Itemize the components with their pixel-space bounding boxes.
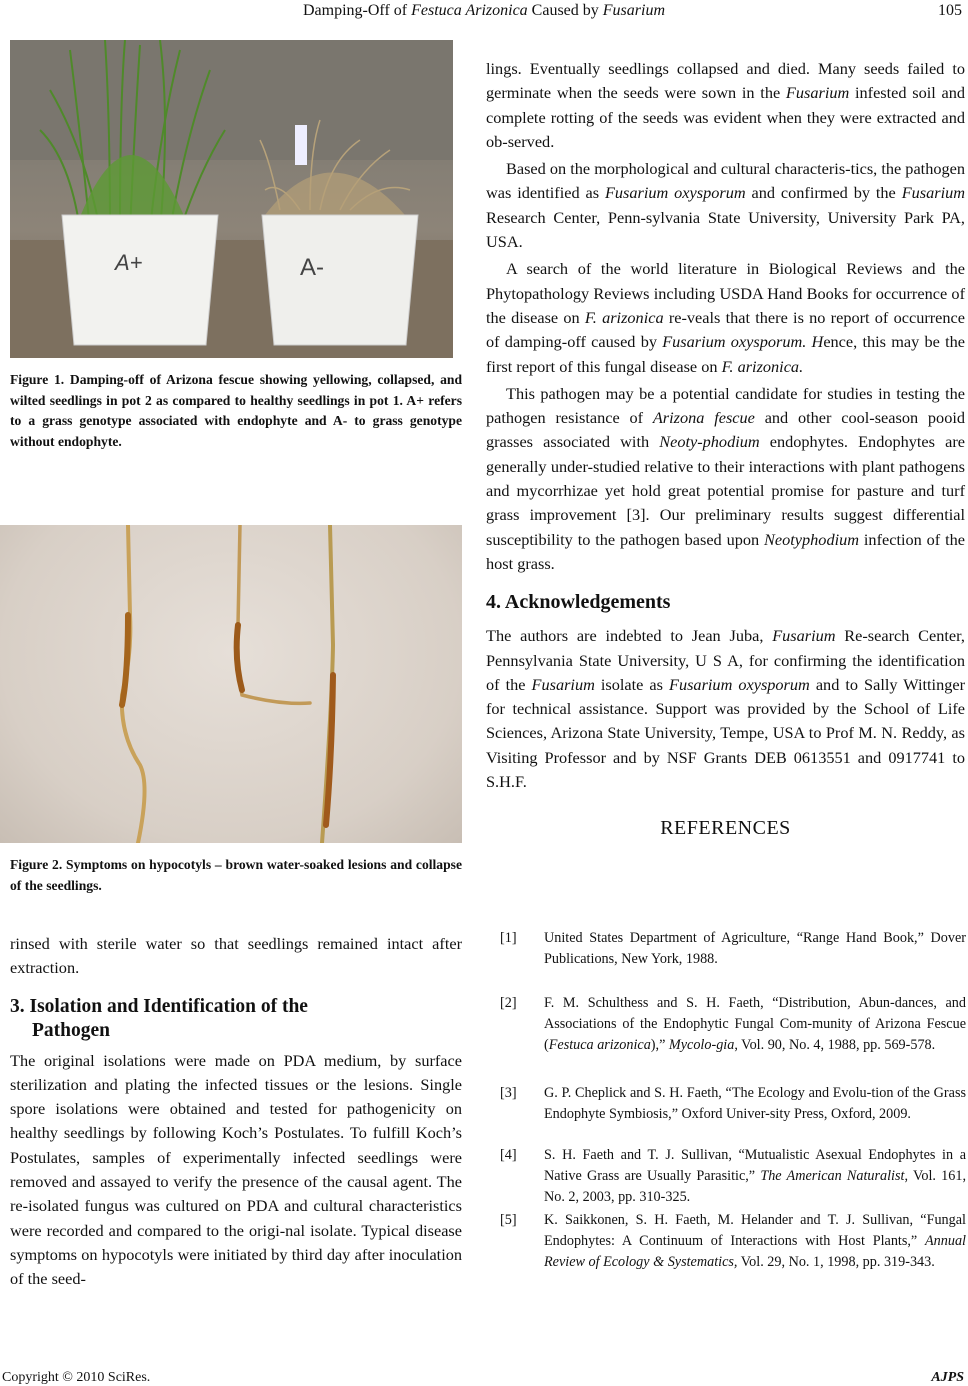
- left-column: [10, 932, 462, 1292]
- text-run: ence, this may be the first report of this fungal disease on: [486, 332, 966, 376]
- page-number: 105: [938, 2, 962, 19]
- text-run: Vol. 29, No. 1, 1998, pp. 319-343.: [737, 1254, 935, 1270]
- reference-text: [544, 1210, 966, 1273]
- italic-text: Arizona fescue: [652, 408, 755, 428]
- reference-number: [2]: [500, 995, 517, 1011]
- reference-number: [3]: [500, 1085, 517, 1101]
- section-4-heading: 4. Acknowledgements: [486, 591, 671, 614]
- figure-2-caption: Figure 2. Symptoms on hypocotyls – brown water-soaked lesions and collapse of the seedlings.: [10, 857, 462, 893]
- text-run: Based on the morphological and cultural characteris-tics, the pathogen was identified as: [486, 159, 965, 203]
- text-run: S. H. Faeth and T. J. Sullivan, “Mutualistic Asexual Endophytes in a Native Grass are Usually Parasitic,”: [544, 1147, 966, 1184]
- reference-item: [500, 993, 966, 1056]
- reference-item: [500, 1210, 966, 1273]
- italic-text: Annual Review of Ecology & Systematics,: [544, 1233, 966, 1270]
- italic-text: Festuca Arizonica: [411, 2, 528, 19]
- text-run: K. Saikkonen, S. H. Faeth, M. Helander and T. J. Sullivan, “Fungal Endophytes: A Continuum of Interactions with Host Plants,”: [544, 1212, 966, 1249]
- text-run: Damping-Off of: [302, 2, 412, 19]
- seedling-hypocotyls-illustration: [0, 525, 462, 843]
- text-run: and other cool-season pooid grasses associated with: [486, 408, 966, 452]
- text-run: This pathogen may be a potential candidate for studies in testing the pathogen resistance of: [486, 383, 965, 428]
- text-run: , Vol. 90, No. 4, 1988, pp. 569-578.: [734, 1037, 936, 1053]
- section-3-heading-line1: 3. Isolation and Identification of the: [10, 995, 308, 1017]
- reference-number: [1]: [500, 930, 517, 946]
- text-run: G. P. Cheplick and S. H. Faeth, “The Ecology and Evolu-tion of the Grass Endophyte Symbiosis,” Oxford Univer-sity Press, Oxford, 2009.: [544, 1085, 966, 1122]
- text-run: and to Sally Wittinger for technical assistance. Support was provided by the School of Life Sciences, Arizona State University, Tempe, USA to Prof M. N. Reddy, as Visiting Professor and by NSF Grants DEB 0613551 and 0917741 to S.H.F.: [486, 674, 965, 792]
- text-run: The original isolations were made on PDA medium, by surface sterilization and plating the infected tissues or the lesions. Single spore isolations were obtained and tested for pathogenicity on healthy seedlings by following Koch’s Postulates. To fulfill Koch’s Postulates, samples of experimentally infected seedlings were removed and assayed to verify the presence of the causal agent. The re-isolated fungus was cultured on PDA and cultural characteristics were recorded and compared to the origi-nal isolate. Typical disease symptoms on hypocotyls were initiated by third day after inoculation of the seed-: [10, 1050, 462, 1289]
- text-run: ),”: [650, 1037, 669, 1053]
- reference-text: [544, 1145, 966, 1208]
- text-run: The authors are indebted to Jean Juba,: [486, 626, 773, 646]
- italic-text: Fusarium oxysporum. H: [662, 332, 824, 352]
- italic-text: Mycolo-gia: [668, 1037, 735, 1053]
- figure-2-photo: [0, 525, 462, 843]
- reference-item: [500, 1083, 966, 1125]
- text-run: Caused by: [527, 2, 603, 19]
- italic-text: Fusarium: [901, 183, 966, 203]
- potted-grass-illustration: [10, 40, 453, 358]
- italic-text: Fusarium: [785, 83, 850, 103]
- italic-text: F. arizonica: [584, 307, 664, 327]
- text-run: F. M. Schulthess and S. H. Faeth, “Distribution, Abun-dances, and Associations of the Endophytic Fungal Com-munity of Arizona Fescue (: [544, 995, 966, 1053]
- italic-text: F. arizonica.: [721, 356, 804, 376]
- paragraph: [486, 157, 965, 254]
- text-run: lings. Eventually seedlings collapsed and died. Many seeds failed to germinate when the seeds were sown in the: [486, 59, 965, 103]
- text-run: A search of the world literature in Biological Reviews and the Phytopathology Reviews including USDA Hand Books for occurrence of the disease on: [486, 259, 965, 327]
- paragraph: [486, 257, 965, 378]
- pot-2-label: A-: [300, 254, 324, 281]
- text-run: and confirmed by the: [745, 183, 902, 203]
- italic-text: Festuca arizonica: [548, 1037, 651, 1053]
- section-3-heading-line2: Pathogen: [32, 1019, 110, 1041]
- section-3-heading: [10, 995, 462, 1043]
- reference-item: [500, 928, 966, 970]
- running-title: [303, 2, 665, 19]
- italic-text: Fusarium: [772, 626, 836, 646]
- reference-text: [544, 928, 966, 970]
- figure-1-caption: Figure 1. Damping-off of Arizona fescue showing yellowing, collapsed, and wilted seedlings in pot 2 as compared to healthy seedlings in pot 1. A+ refers to a grass genotype associated with endophyte and A- to grass genotype without endophyte.: [10, 372, 462, 449]
- copyright-notice: Copyright © 2010 SciRes.: [2, 1370, 151, 1385]
- reference-item: [500, 1145, 966, 1208]
- text-run: infested soil and complete rotting of the seeds was evident when they were extracted and ob-served.: [486, 83, 966, 151]
- italic-text: Neoty-phodium: [659, 432, 760, 452]
- italic-text: Fusarium: [602, 2, 666, 19]
- text-run: rinsed with sterile water so that seedlings remained intact after extraction.: [10, 934, 462, 978]
- italic-text: The American Naturalist: [760, 1168, 905, 1184]
- figure-1-photo: [10, 40, 453, 358]
- text-run: United States Department of Agriculture, “Range Hand Book,” Dover Publications, New York, 1988.: [544, 930, 966, 967]
- italic-text: Neotyphodium: [764, 529, 860, 549]
- paragraph: [10, 932, 462, 981]
- paragraph: [10, 1049, 462, 1292]
- text-run: Research Center, Penn-sylvania State University, University Park PA, USA.: [486, 207, 965, 252]
- text-run: re-veals that there is no report of occurrence of damping-off caused by: [486, 307, 965, 352]
- references-heading: REFERENCES: [660, 817, 791, 840]
- reference-number: [5]: [500, 1212, 517, 1228]
- right-column: [486, 57, 965, 841]
- text-run: , Vol. 161, No. 2, 2003, pp. 310-325.: [544, 1168, 966, 1205]
- reference-text: [544, 993, 966, 1056]
- paragraph: [486, 57, 965, 154]
- text-run: endophytes. Endophytes are generally under-studied relative to their interactions with plant pathogens and mycorrhizae yet hold great potential promise for pasture and turf grass improvement [3]. Our preliminary results suggest differential susceptibility to the pathogen based upon: [486, 432, 965, 549]
- journal-abbrev: AJPS: [931, 1370, 964, 1385]
- running-header: [0, 2, 968, 20]
- paragraph: [486, 624, 965, 794]
- reference-text: [544, 1083, 966, 1125]
- text-run: infection of the host grass.: [486, 529, 966, 573]
- italic-text: Fusarium oxysporum: [669, 674, 810, 694]
- text-run: isolate as: [594, 674, 669, 694]
- pot-1-label: A+: [115, 250, 143, 275]
- italic-text: Fusarium: [531, 674, 595, 694]
- italic-text: Fusarium oxysporum: [604, 183, 746, 203]
- reference-number: [4]: [500, 1147, 517, 1163]
- paragraph: [486, 382, 965, 576]
- text-run: Re-search Center, Pennsylvania State University, U S A, for confirming the identification of the: [486, 626, 965, 694]
